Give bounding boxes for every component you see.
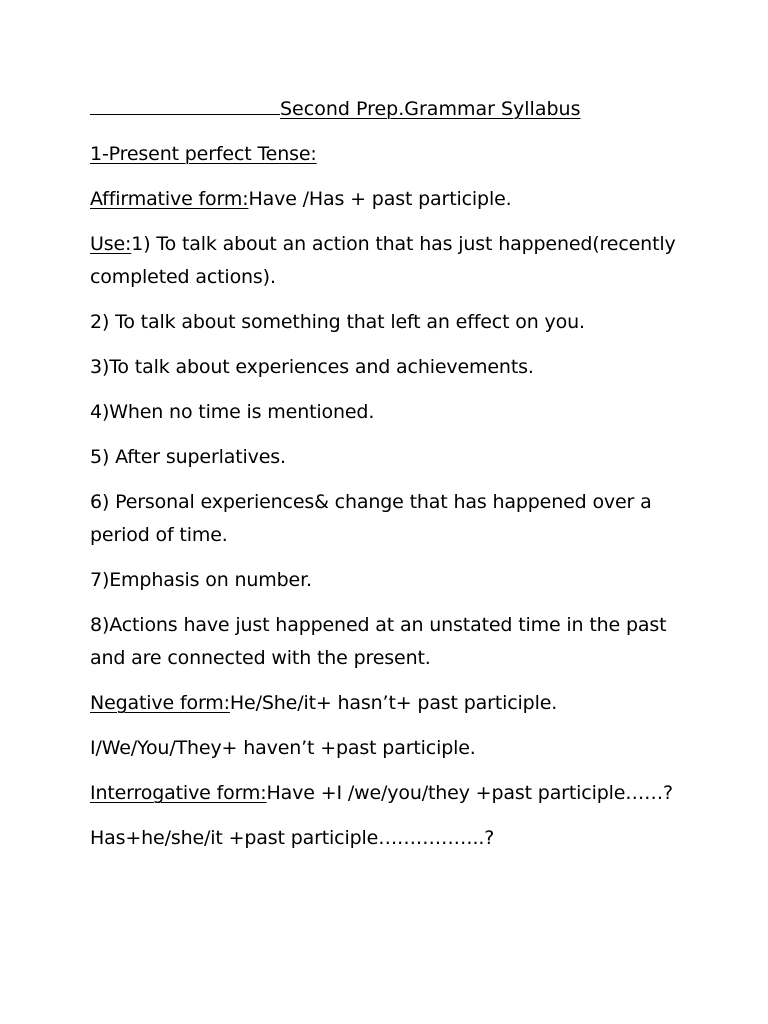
negative-text-2: I/We/You/They+ haven’t +past participle.	[90, 737, 476, 759]
use-text: 1) To talk about an action that has just happened(recently completed actions).	[90, 233, 676, 288]
interrogative-label: Interrogative form:	[90, 782, 267, 804]
use-item-3: 3)To talk about experiences and achievements.	[90, 356, 534, 378]
use-item-4: 4)When no time is mentioned.	[90, 401, 375, 423]
document-page	[90, 92, 700, 867]
use-item-5: 5) After superlatives.	[90, 446, 286, 468]
negative-text: He/She/it+ hasn’t+ past participle.	[229, 692, 558, 714]
use-item-8: 8)Actions have just happened at an unstated time in the past and are connected with the present.	[90, 614, 667, 669]
use-label: Use:	[90, 233, 132, 255]
title-underline-lead	[90, 92, 280, 115]
interrogative-paragraph	[90, 777, 700, 810]
negative-label: Negative form:	[90, 692, 230, 714]
use-item-6: 6) Personal experiences& change that has happened over a period of time.	[90, 491, 652, 546]
interrogative-text-2: Has+he/she/it +past participle……………..?	[90, 827, 495, 849]
affirmative-paragraph	[90, 183, 700, 216]
use-item-2: 2) To talk about something that left an effect on you.	[90, 311, 585, 333]
negative-paragraph	[90, 687, 700, 720]
affirmative-label: Affirmative form:	[90, 188, 249, 210]
interrogative-text: Have +I /we/you/they +past participle……?	[266, 782, 673, 804]
use-paragraph	[90, 228, 700, 294]
document-title-row	[90, 92, 700, 126]
affirmative-text: Have /Has + past participle.	[248, 188, 512, 210]
section-heading: 1-Present perfect Tense:	[90, 143, 317, 165]
use-item-7: 7)Emphasis on number.	[90, 569, 312, 591]
document-title: Second Prep.Grammar Syllabus	[280, 98, 581, 120]
